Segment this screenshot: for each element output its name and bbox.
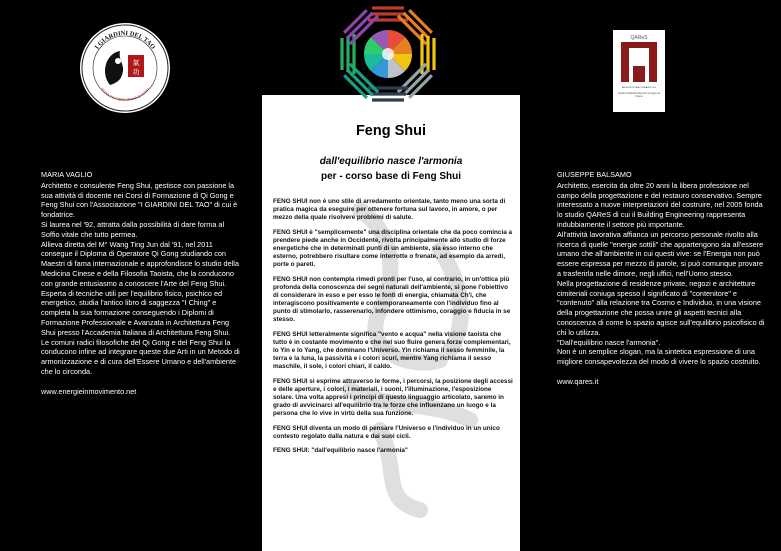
center-paragraph-3: FENG SHUI non contempla rimedi pronti per l'uso, al contrario, in un'ottica più profonda della conoscenza dei segni naturali dell'ambiente, si pone l'obiettivo di considerare in esso e per esso le fonti di energia, chiamata Ch'i, che interagiscono positivamente e contemporaneamente con l'individuo fino al punto di stimolarlo, rasserenarlo, infondere ottimismo, coraggio e fiducia in se stesso. bbox=[273, 275, 511, 324]
page-title: Feng Shui bbox=[355, 123, 427, 139]
center-body bbox=[273, 198, 513, 462]
qares-brand: QAReS bbox=[630, 35, 648, 41]
right-paragraph-1: Architetto, esercita da oltre 20 anni la libera professione nel campo della progettazione e del restauro conservativo. Sempre interessato a nuove interpretazioni del costruire, nel 2005 fonda lo studio QAReS di cui il Building Engineering rappresenta indubbiamente il settore più importante. bbox=[557, 180, 763, 229]
giardini-del-tao-logo bbox=[80, 23, 170, 113]
center-paragraph-6: FENG SHUI diventa un modo di pensare l'Universo e l'individuo in un unico contesto regolato dalla natura e dai suoi cicli. bbox=[273, 424, 500, 440]
center-paragraph-4: FENG SHUI letteralmente significa "vento e acqua" nella visione taoista che tutto è in costante movimento e che nel suo fluire genera forze complementari, lo Yin e lo Yang, che dominano l'Universo. Yin richiama il sesso femminile, la terra e la luna, la passività e i colori scuri, mentre Yang richiama il sesso maschile, il sole, i colori chiari, il caldo. bbox=[273, 330, 511, 371]
left-paragraph-5: Le comuni radici filosofiche del Qi Gong e del Feng Shui la conducono infine ad integrare queste due Arti in un Metodo di armonizzazione e di cura dell'Essere Umano e dell'ambiente che lo circonda. bbox=[41, 337, 240, 376]
svg-text:氣: 氣 bbox=[132, 59, 140, 67]
left-website: www.energieinmovimento.net bbox=[41, 386, 137, 396]
center-paragraph-7: FENG SHUI: "dall'equilibrio nasce l'armonia" bbox=[273, 447, 408, 455]
course-subtitle: per - corso base di Feng Shui bbox=[320, 171, 462, 182]
left-paragraph-3: Allieva diretta del M° Wang Ting Jun dal '91, nel 2011 consegue il Diploma di Operatore Qi Gong studiando con Maestri di fama internazionale e approfondisce lo studio della Medicina Cinese e della Filosofia Taoista, che la conducono con grande entusiasmo a conoscere l'Arte del Feng Shui. bbox=[41, 239, 239, 288]
svg-text:功: 功 bbox=[132, 68, 140, 76]
left-paragraph-2: Si laurea nel '92, attratta dalla possibilità di dare forma al Soffio vitale che tutto permea. bbox=[41, 219, 225, 239]
qares-tagline: Studio Architettura Ricerca nel segno di Cosmo bbox=[618, 92, 660, 98]
left-name: MARIA VAGLIO bbox=[41, 170, 93, 179]
center-paragraph-2: FENG SHUI è "semplicemente" una disciplina orientale che da poco comincia a prendere piede anche in Occidente, rivolta principalmente allo studio di forze energetiche che in determinati punti di un ambiente, sia esso interno che esterno, potrebbero risultare come interrotte o frenate, ad esempio da arredi, porte o pareti. bbox=[273, 228, 513, 269]
qares-logo bbox=[613, 30, 665, 112]
logo-left-top-text: I GIARDINI DEL TAO bbox=[93, 29, 157, 51]
page-subtitle: dall'equilibrio nasce l'armonia bbox=[319, 156, 463, 167]
right-name: GIUSEPPE BALSAMO bbox=[557, 170, 632, 179]
right-paragraph-5: Non è un semplice slogan, ma la sintetica espressione di una migliore consapevolezza del modo di vivere lo spazio costruito. bbox=[557, 347, 761, 367]
logo-left-bottom-text: SCUOLA DI FORMAZIONE QI GONG bbox=[99, 87, 151, 103]
right-bio bbox=[557, 170, 767, 387]
right-website: www.qares.it bbox=[557, 376, 599, 386]
right-paragraph-3: Nella progettazione di residenze private, negozi e architetture cimiteriali coniuga spesso il significato di "contenitore" e "contenuto" alla relazione tra Cosmo e Individuo, in una visione della progettazione che possa unire gli aspetti tecnici alla conoscenza di come lo spazio agisce sull'equilibrio psicofisico di chi lo utilizza. bbox=[557, 278, 765, 337]
center-paragraph-1: FENG SHUI non è uno stile di arredamento orientale, tanto meno una sorta di pratica magica da eseguire per ottenere fortuna sul lavoro, in amore, o per mezzo della quale risolvere problemi di salute. bbox=[273, 198, 506, 222]
right-paragraph-4: "Dall'equilibrio nasce l'armonia". bbox=[557, 337, 661, 347]
right-paragraph-2: All'attività lavorativa affianca un percorso personale rivolto alla ricerca di quelle "energie sottili" che appartengono sia all'essere umano che all'ambiente in cui questi vive: se l'Energia non può essere espressa per mezzo di parole, si può comunque provare a trasferirla nelle dimore, negli uffici, nell'Uomo stesso. bbox=[557, 229, 764, 278]
left-paragraph-1: Architetto e consulente Feng Shui, gestisce con passione la sua attività di docente nei Corsi di Formazione di Qi Gong e Feng Shui con l'Associazione "I GIARDINI DEL TAO" di cui è fondatrice. bbox=[41, 180, 238, 220]
left-bio bbox=[41, 170, 241, 397]
bagua-color-wheel-icon bbox=[336, 2, 440, 106]
qares-caption: ARCHITETTURA CONSAPEVOLE bbox=[622, 87, 656, 89]
left-paragraph-4: Esperta di tecniche utili per l'equilibrio fisico, psichico ed energetico, studia l'antico libro di saggezza "I Ching" e completa la sua formazione conseguendo i Diplomi di Formazione Professionale e Avanzata in Architettura Feng Shui presso l'Accademia Italiana di Architettura Feng Shui. bbox=[41, 288, 231, 337]
qares-emblem-icon bbox=[613, 30, 665, 112]
logo-emblem-icon bbox=[80, 23, 170, 113]
center-paragraph-5: FENG SHUI si esprime attraverso le forme, i percorsi, la posizione degli accessi e delle aperture, i colori, i materiali, i suoni, l'illuminazione, l'esposizione solare. Una volta appresi i principi di questo linguaggio articolato, saremo in grado di avvicinarci all'equilibrio tra le forze che influenzano un luogo e la persona che lo vive in virtù della sua funzione. bbox=[273, 377, 513, 418]
